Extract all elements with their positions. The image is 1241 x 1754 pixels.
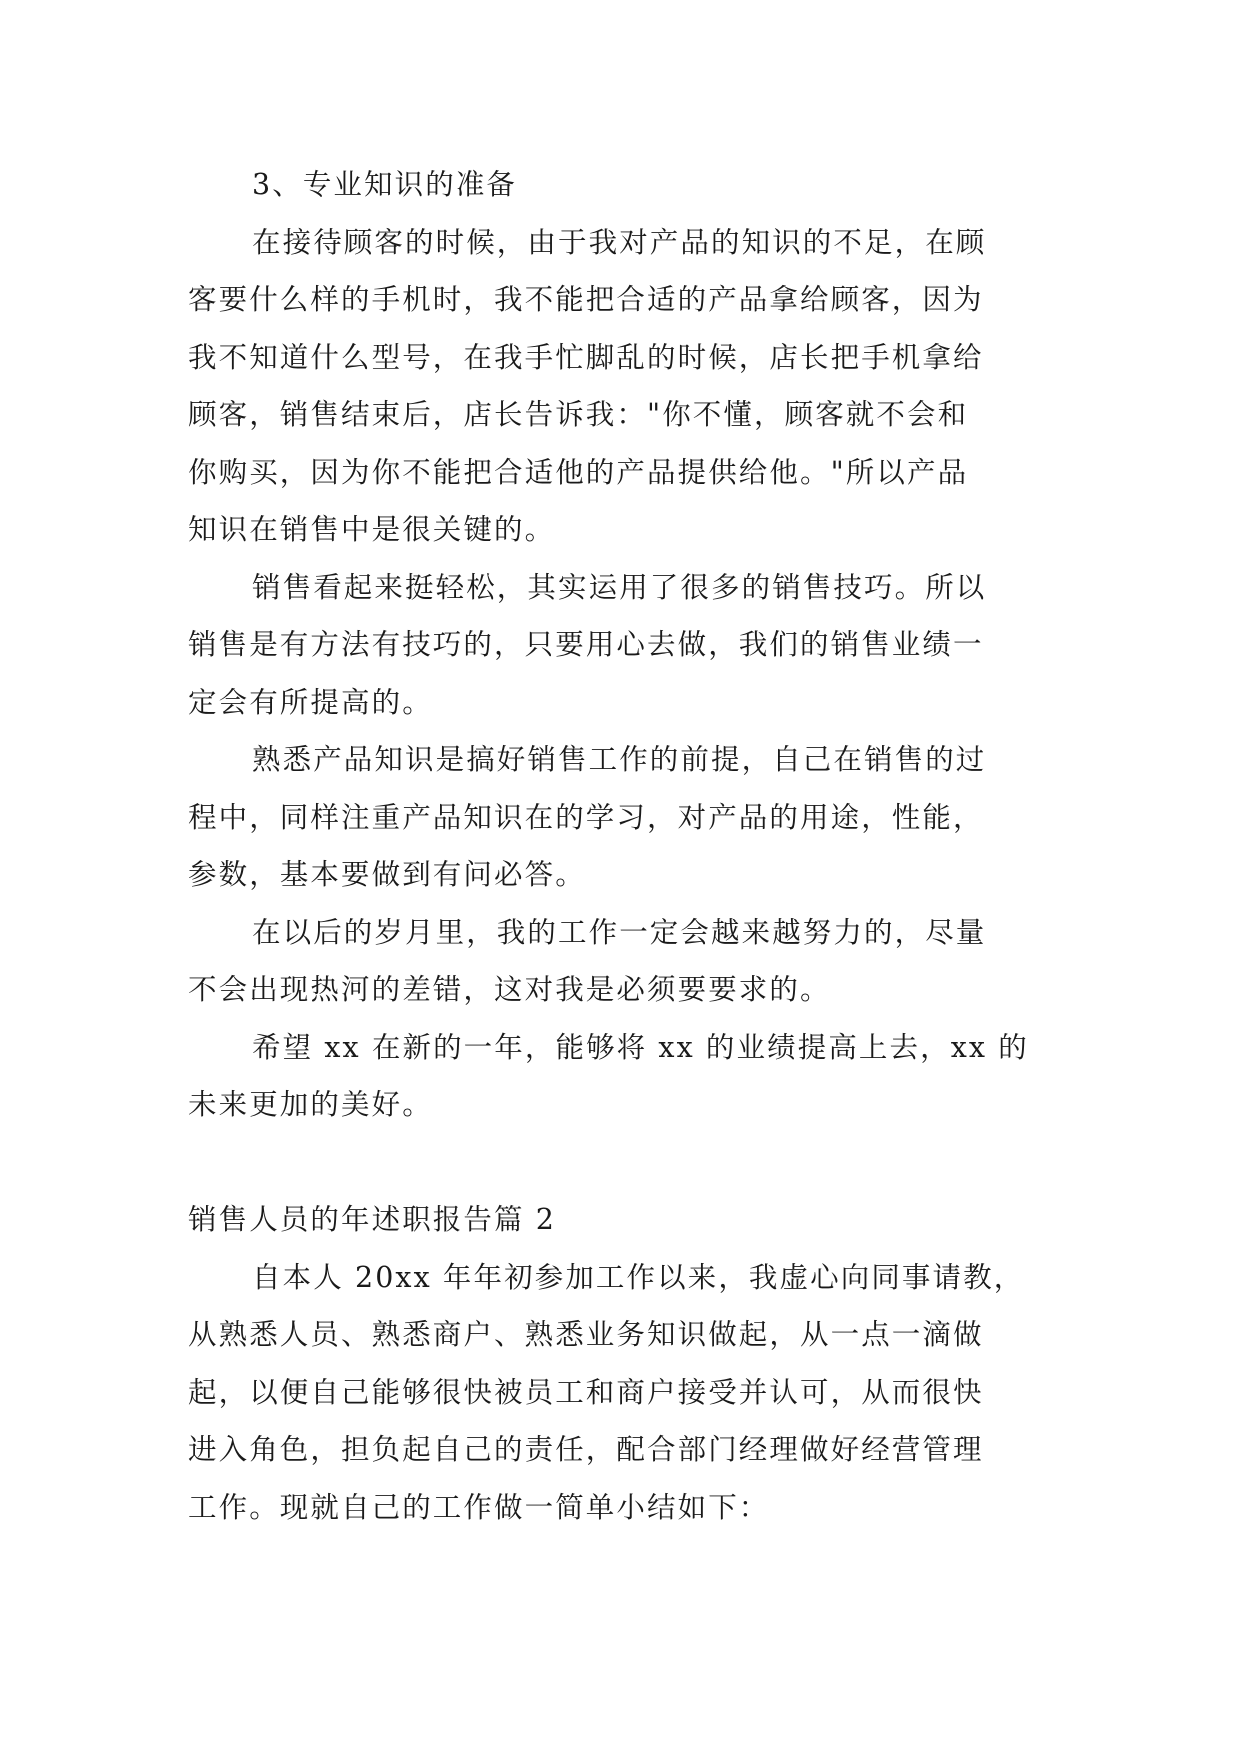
paragraph-line: 客要什么样的手机时，我不能把合适的产品拿给顾客，因为: [188, 283, 984, 316]
paragraph-line: 参数，基本要做到有问必答。: [188, 858, 586, 891]
paragraph-line: 我不知道什么型号，在我手忙脚乱的时候，店长把手机拿给: [188, 340, 984, 374]
paragraph-line: 销售看起来挺轻松，其实运用了很多的销售技巧。所以: [252, 570, 987, 604]
paragraph-line: 销售是有方法有技巧的，只要用心去做，我们的销售业绩一: [188, 628, 984, 661]
paragraph-line: 你购买，因为你不能把合适他的产品提供给他。"所以产品: [188, 455, 969, 489]
paragraph-hope: [188, 1019, 1060, 1134]
paragraph-line: 从熟悉人员、熟悉商户、熟悉业务知识做起，从一点一滴做: [188, 1318, 984, 1351]
paragraph-intro: [188, 1249, 1060, 1537]
paragraph-line: 工作。现就自己的工作做一简单小结如下：: [188, 1490, 770, 1524]
section-spacer: [188, 1134, 1060, 1192]
paragraph-sales-skills: [188, 559, 1060, 732]
paragraph-line: 希望 xx 在新的一年，能够将 xx 的业绩提高上去，xx 的: [252, 1030, 1029, 1064]
paragraph-line: 在以后的岁月里，我的工作一定会越来越努力的，尽量: [252, 915, 987, 949]
paragraph-line: 程中，同样注重产品知识在的学习，对产品的用途，性能，: [188, 800, 984, 834]
document-body: [188, 156, 1060, 1536]
paragraph-line: 熟悉产品知识是搞好销售工作的前提，自己在销售的过: [252, 743, 987, 776]
paragraph-line: 定会有所提高的。: [188, 685, 433, 719]
paragraph-line: 在接待顾客的时候，由于我对产品的知识的不足，在顾: [252, 225, 987, 259]
paragraph-line: 自本人 20xx 年年初参加工作以来，我虚心向同事请教，: [252, 1260, 1025, 1294]
paragraph-product-knowledge: [188, 214, 1060, 559]
paragraph-line: 知识在销售中是很关键的。: [188, 513, 556, 546]
paragraph-line: 顾客，销售结束后，店长告诉我："你不懂，顾客就不会和: [188, 398, 969, 431]
paragraph-line: 未来更加的美好。: [188, 1088, 433, 1121]
paragraph-line: 进入角色，担负起自己的责任，配合部门经理做好经营管理: [188, 1433, 984, 1466]
paragraph-future-effort: [188, 904, 1060, 1019]
paragraph-line: 不会出现热河的差错，这对我是必须要要求的。: [188, 973, 831, 1006]
paragraph-familiarity: [188, 731, 1060, 904]
section-title: 销售人员的年述职报告篇 2: [188, 1203, 556, 1236]
subsection-heading: 3、专业知识的准备: [252, 168, 518, 201]
paragraph-line: 起，以便自己能够很快被员工和商户接受并认可，从而很快: [188, 1375, 984, 1409]
